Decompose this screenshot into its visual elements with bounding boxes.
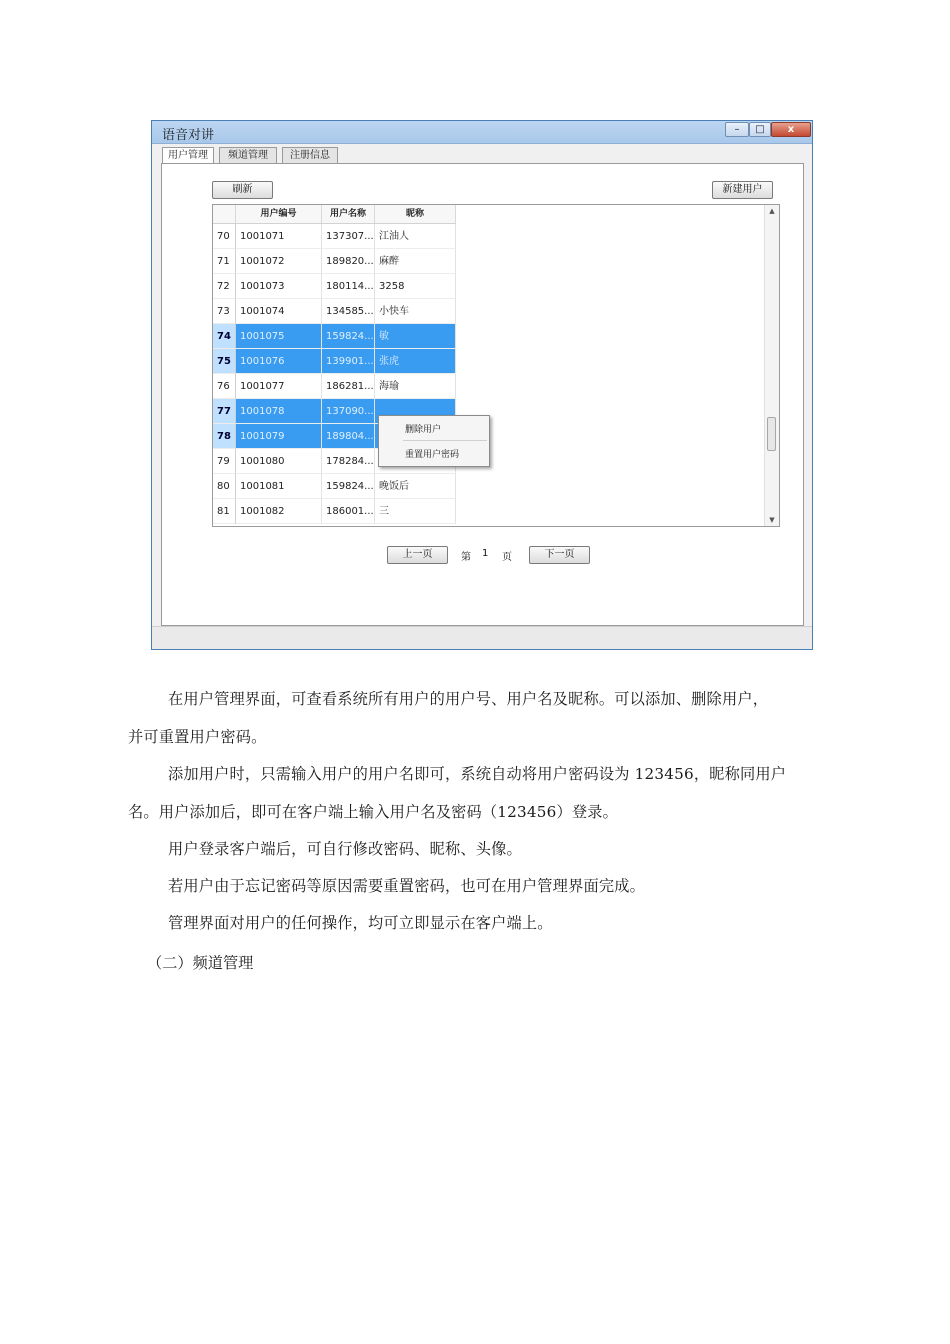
row-index: 70 — [213, 224, 236, 249]
table-row[interactable] — [213, 499, 456, 524]
section-heading: （二）频道管理 — [147, 954, 254, 972]
row-nickname: 小快车 — [375, 299, 456, 324]
minimize-button[interactable] — [725, 122, 749, 137]
table-header — [213, 205, 456, 224]
paragraph-client-login — [128, 830, 838, 868]
row-user-id: 1001078 — [236, 399, 322, 424]
row-nickname: 麻醉 — [375, 249, 456, 274]
row-index: 77 — [213, 399, 236, 424]
tab-channel-management[interactable]: 频道管理 — [219, 147, 277, 163]
row-user-name: 178284... — [322, 449, 375, 474]
row-user-id: 1001079 — [236, 424, 322, 449]
status-bar — [152, 626, 812, 649]
row-nickname: 海瑜 — [375, 374, 456, 399]
page-number: 1 — [482, 548, 489, 559]
row-user-name: 159824... — [322, 474, 375, 499]
row-index: 76 — [213, 374, 236, 399]
row-nickname: 3258 — [375, 274, 456, 299]
row-user-name: 186281... — [322, 374, 375, 399]
refresh-button[interactable]: 刷新 — [212, 181, 273, 199]
row-index: 75 — [213, 349, 236, 374]
row-user-name: 186001... — [322, 499, 375, 524]
p4-text: 若用户由于忘记密码等原因需要重置密码，也可在用户管理界面完成。 — [168, 877, 646, 895]
row-index: 72 — [213, 274, 236, 299]
row-user-id: 1001080 — [236, 449, 322, 474]
row-user-name: 189820... — [322, 249, 375, 274]
new-user-button[interactable]: 新建用户 — [712, 181, 773, 199]
row-user-name: 189804... — [322, 424, 375, 449]
row-nickname: 晚饭后 — [375, 474, 456, 499]
page-prefix: 第 — [461, 552, 471, 563]
row-index: 74 — [213, 324, 236, 349]
page-suffix: 页 — [502, 552, 512, 563]
window-title: 语音对讲 — [162, 128, 215, 143]
row-user-name: 137307... — [322, 224, 375, 249]
paragraph-reset-password — [128, 867, 838, 905]
maximize-icon: □ — [755, 124, 765, 135]
p3-text: 用户登录客户端后，可自行修改密码、昵称、头像。 — [168, 840, 522, 858]
prev-page-button[interactable]: 上一页 — [387, 546, 448, 564]
table-row[interactable] — [213, 249, 456, 274]
table-row[interactable] — [213, 224, 456, 249]
scroll-thumb[interactable] — [767, 417, 776, 451]
tab-registration-info[interactable]: 注册信息 — [282, 147, 338, 163]
row-user-name: 159824... — [322, 324, 375, 349]
row-nickname: 敏 — [375, 324, 456, 349]
row-index: 81 — [213, 499, 236, 524]
vertical-scrollbar[interactable] — [764, 205, 779, 526]
title-bar[interactable] — [152, 121, 812, 144]
minimize-icon: – — [734, 124, 740, 135]
row-user-id: 1001082 — [236, 499, 322, 524]
maximize-button[interactable] — [749, 122, 771, 137]
row-user-id: 1001071 — [236, 224, 322, 249]
menu-item-reset-password[interactable]: 重置用户密码 — [405, 450, 460, 460]
header-nickname[interactable]: 昵称 — [375, 205, 456, 223]
row-user-name: 137090... — [322, 399, 375, 424]
scroll-down-icon[interactable]: ▼ — [769, 516, 775, 524]
row-user-name: 180114... — [322, 274, 375, 299]
next-page-button[interactable]: 下一页 — [529, 546, 590, 564]
menu-separator — [403, 440, 487, 441]
table-row[interactable] — [213, 374, 456, 399]
menu-item-delete-user[interactable]: 删除用户 — [405, 425, 442, 435]
table-row[interactable] — [213, 299, 456, 324]
row-user-id: 1001076 — [236, 349, 322, 374]
row-user-id: 1001075 — [236, 324, 322, 349]
row-user-id: 1001072 — [236, 249, 322, 274]
row-user-name: 139901... — [322, 349, 375, 374]
table-row[interactable] — [213, 324, 456, 349]
p2-line2: 名。用户添加后，即可在客户端上输入用户名及密码（123456）登录。 — [128, 803, 619, 821]
paragraph-user-management — [128, 680, 838, 756]
row-user-id: 1001077 — [236, 374, 322, 399]
user-management-panel — [161, 163, 804, 626]
row-index: 79 — [213, 449, 236, 474]
paragraph-realtime-sync — [128, 904, 838, 942]
app-window — [151, 120, 813, 650]
p1-line2: 并可重置用户密码。 — [128, 728, 267, 746]
close-button[interactable] — [771, 122, 811, 137]
row-index: 73 — [213, 299, 236, 324]
row-user-name: 134585... — [322, 299, 375, 324]
table-row[interactable] — [213, 474, 456, 499]
row-index: 71 — [213, 249, 236, 274]
row-nickname: 江油人 — [375, 224, 456, 249]
paragraph-add-user — [128, 755, 838, 831]
header-user-id[interactable]: 用户编号 — [236, 205, 322, 223]
user-table — [212, 204, 780, 527]
table-row[interactable] — [213, 349, 456, 374]
row-index: 80 — [213, 474, 236, 499]
row-user-id: 1001081 — [236, 474, 322, 499]
p2-line1: 添加用户时，只需输入用户的用户名即可，系统自动将用户密码设为 123456，昵称同用户 — [168, 765, 787, 783]
row-nickname: 张虎 — [375, 349, 456, 374]
row-user-id: 1001073 — [236, 274, 322, 299]
close-icon: x — [787, 124, 795, 135]
p1-line1: 在用户管理界面，可查看系统所有用户的用户号、用户名及昵称。可以添加、删除用户， — [168, 690, 769, 708]
table-row[interactable] — [213, 274, 456, 299]
header-index-cell — [213, 205, 236, 223]
row-nickname: 三 — [375, 499, 456, 524]
tab-user-management[interactable]: 用户管理 — [162, 147, 214, 164]
row-user-id: 1001074 — [236, 299, 322, 324]
p5-text: 管理界面对用户的任何操作，均可立即显示在客户端上。 — [168, 914, 553, 932]
row-index: 78 — [213, 424, 236, 449]
context-menu — [378, 415, 490, 467]
scroll-up-icon[interactable]: ▲ — [769, 207, 775, 215]
header-user-name[interactable]: 用户名称 — [322, 205, 375, 223]
